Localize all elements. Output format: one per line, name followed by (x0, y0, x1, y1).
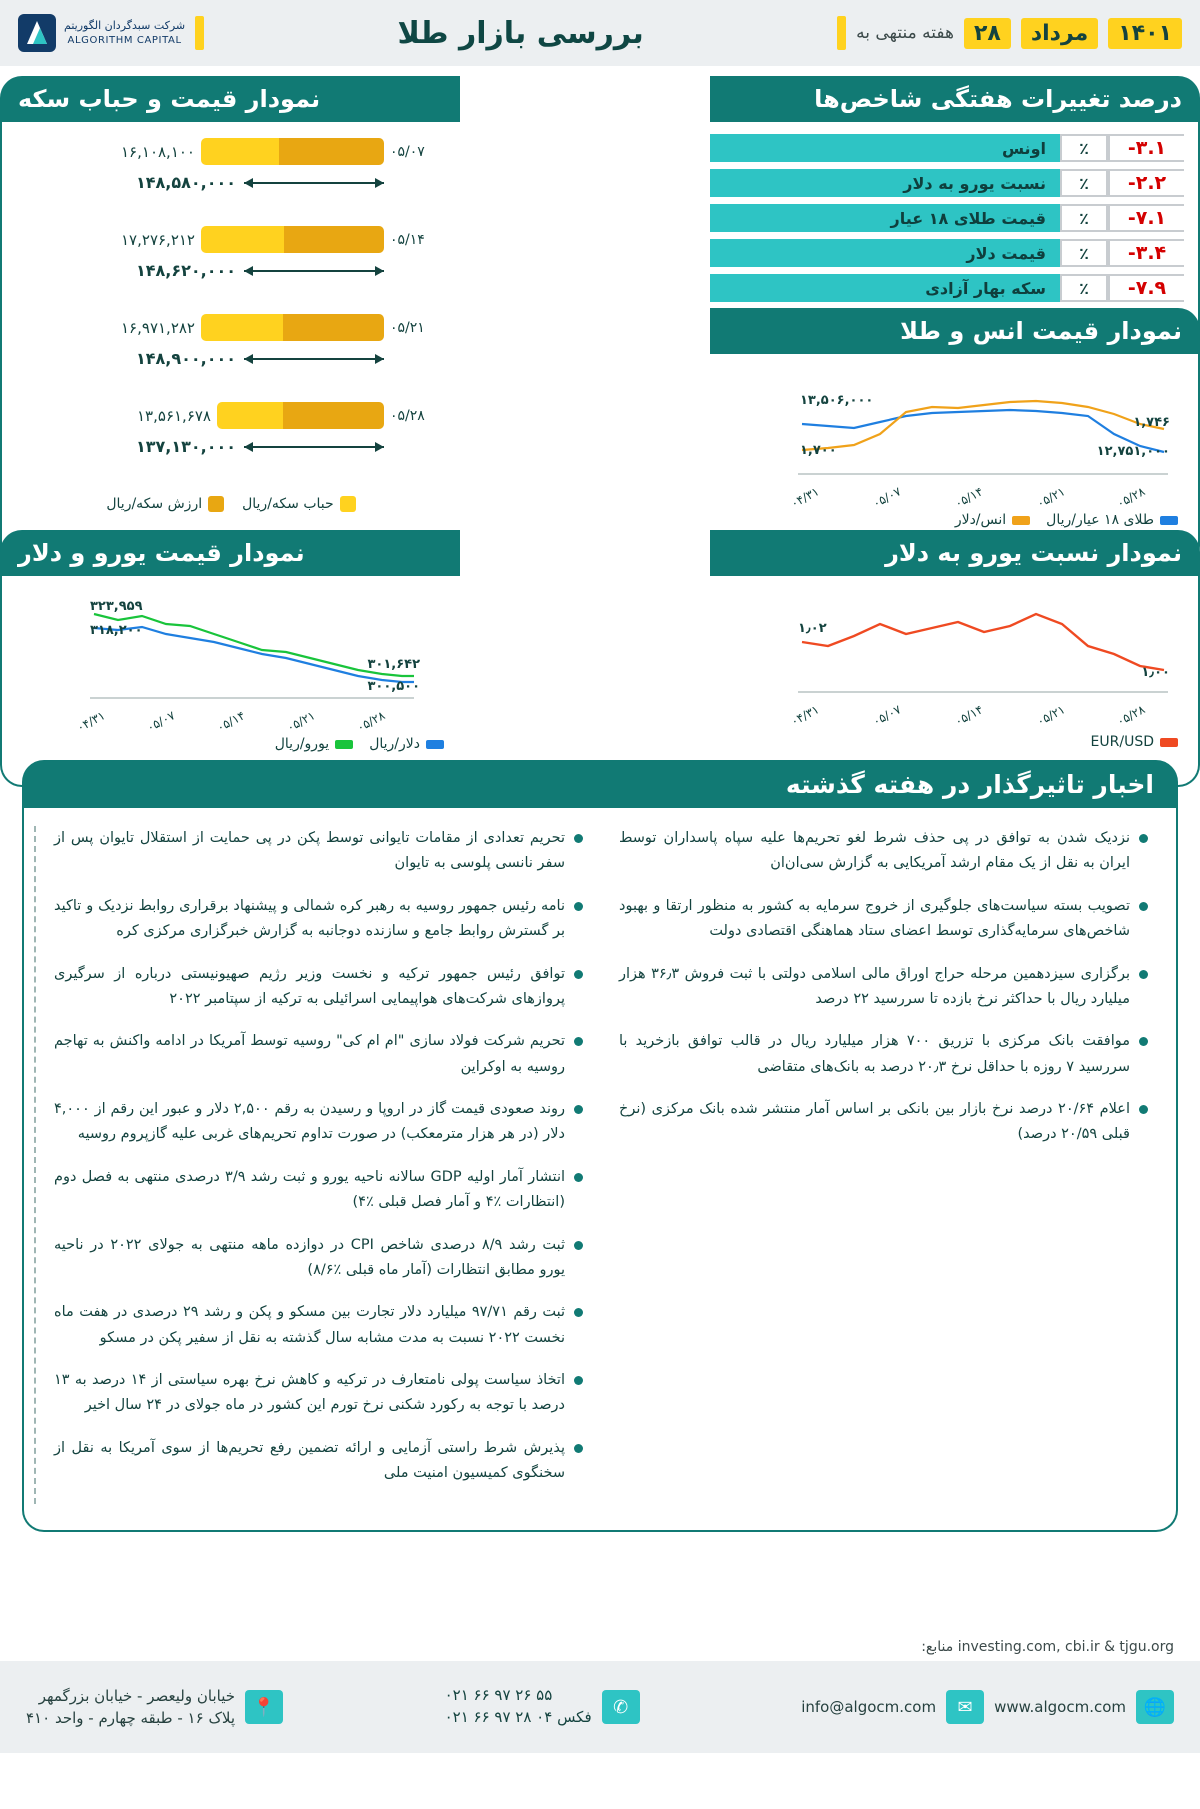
list-item (54, 1300, 583, 1351)
news-text: پذیرش شرط راستی آزمایی و ارائه تضمین رفع تحریم‌ها از سوی آمریکا به نقل از سخنگوی کمیسیون امنیت ملی (54, 1439, 565, 1482)
coin-row (16, 402, 446, 484)
bullet-icon (1139, 970, 1148, 979)
list-item (619, 1097, 1148, 1148)
eurusd-panel-body (710, 576, 1200, 787)
coin-total-value: ۱۴۸,۵۸۰,۰۰۰ (135, 173, 236, 192)
euro-chart-svg (10, 584, 454, 736)
list-item (54, 826, 583, 877)
index-name: سکه بهار آزادی (710, 274, 1060, 302)
news-text: توافق رئیس جمهور ترکیه و نخست وزیر رژیم صهیونیستی درباره از سرگیری پروازهای شرکت‌های هواپیمایی اسرائیلی به ترکیه از سپتامبر ۲۰۲۲ (54, 965, 565, 1007)
bullet-icon (574, 1241, 583, 1250)
coin-row (16, 314, 446, 396)
list-item (54, 1436, 583, 1487)
news-panel (0, 760, 1200, 1532)
index-percent-symbol: ٪ (1060, 274, 1108, 302)
coin-bubble-bar (201, 314, 283, 341)
legend-item-dollar (369, 736, 444, 752)
coin-chart-panel (0, 76, 460, 580)
coin-bubble-bar (201, 226, 284, 253)
list-item (54, 894, 583, 945)
coin-row (16, 138, 446, 220)
address-line1: خیابان ولیعصر - خیابان بزرگمهر (38, 1686, 235, 1705)
svg-text:۰۴/۳۱: ۰۴/۳۱ (788, 484, 822, 511)
coin-row-date: ۰۵/۱۴ (390, 231, 425, 248)
ounce-chart-legend (716, 512, 1188, 528)
list-item (54, 1097, 583, 1148)
logo-line2: ALGORITHM CAPITAL (67, 34, 182, 46)
coin-row (16, 226, 446, 308)
bullet-icon (574, 1105, 583, 1114)
bullet-icon (574, 902, 583, 911)
eurusd-panel-title: نمودار نسبت یورو به دلار (710, 530, 1200, 576)
accent-bar-icon-2 (195, 16, 204, 50)
list-item (54, 1029, 583, 1080)
page-title: بررسی بازار طلا (397, 15, 644, 51)
page-header (0, 0, 1200, 66)
svg-text:۰۵/۲۸: ۰۵/۲۸ (1114, 702, 1148, 729)
bullet-icon (1139, 902, 1148, 911)
address (26, 1685, 235, 1730)
logo-line1: شرکت سبدگردان الگوریتم (64, 18, 186, 32)
news-text: نزدیک شدن به توافق در پی حذف شرط لغو تحریم‌ها علیه سپاه پاسداران توسط ایران به نقل از یک مقام ارشد آمریکایی به گزارش سی‌ان‌ان (619, 830, 1130, 872)
euro-panel-title: نمودار قیمت یورو و دلار (0, 530, 460, 576)
coin-range-arrow-icon (244, 266, 384, 276)
news-text: انتشار آمار اولیه GDP سالانه ناحیه یورو و ثبت رشد ۳/۹ درصدی منتهی به فصل دوم (انتظارات ٪۴ و آمار فصل قبلی ٪۴) (54, 1168, 566, 1211)
index-name: اونس (710, 134, 1060, 162)
index-row (710, 134, 1184, 162)
svg-text:۳۰۰,۵۰۰: ۳۰۰,۵۰۰ (367, 679, 420, 694)
index-panel-title: درصد تغییرات هفتگی شاخص‌ها (710, 76, 1200, 122)
coin-bubble-bar (201, 138, 279, 165)
phone-primary: ۰۲۱ ۶۶ ۹۷ ۲۶ ۵۵ (444, 1686, 553, 1705)
email-address[interactable]: info@algocm.com (801, 1698, 937, 1716)
svg-text:۳۱۸,۲۰۰: ۳۱۸,۲۰۰ (90, 623, 143, 638)
index-change-value: -۷.۱ (1108, 204, 1184, 232)
news-text: روند صعودی قیمت گاز در اروپا و رسیدن به رقم ۲,۵۰۰ دلار و عبور این رقم از ۴,۰۰۰ دلار (در هر هزار مترمعکب) در صورت تداوم تحریم‌های غربی علیه گازپروم روسیه (54, 1101, 565, 1143)
index-name: نسبت یورو به دلار (710, 169, 1060, 197)
coin-total-value: ۱۳۷,۱۳۰,۰۰۰ (135, 437, 236, 456)
coin-value-bar (284, 226, 384, 253)
coin-chart-legend (16, 496, 446, 512)
bullet-icon (574, 1037, 583, 1046)
bullet-icon (1139, 1105, 1148, 1114)
coin-bubble-bar (217, 402, 283, 429)
legend-item-bubble (242, 496, 356, 512)
index-change-value: -۳.۴ (1108, 239, 1184, 267)
legend-item-value (106, 496, 224, 512)
legend-swatch-icon (426, 740, 444, 749)
index-name: قیمت دلار (710, 239, 1060, 267)
list-item (54, 1165, 583, 1216)
svg-text:۱٫۰۲: ۱٫۰۲ (798, 621, 827, 636)
svg-text:۰۵/۲۸: ۰۵/۲۸ (354, 708, 388, 735)
ounce-gold-chart-panel (710, 308, 1200, 568)
coin-total-value: ۱۴۸,۶۲۰,۰۰۰ (135, 261, 236, 280)
news-panel-body (22, 808, 1178, 1532)
legend-label: یورو/ریال (274, 736, 330, 752)
svg-text:۰۵/۱۴: ۰۵/۱۴ (952, 702, 986, 729)
logo-mark-icon (18, 14, 56, 52)
list-item (619, 894, 1148, 945)
legend-item-eurusd (1091, 734, 1178, 750)
coin-total-value: ۱۴۸,۹۰۰,۰۰۰ (135, 349, 236, 368)
legend-item-gold (1046, 512, 1178, 528)
legend-label: ارزش سکه/ریال (106, 496, 203, 512)
list-item (619, 826, 1148, 877)
footer-web-group[interactable] (801, 1690, 1174, 1724)
euro-chart (12, 584, 454, 779)
svg-text:۰۵/۱۴: ۰۵/۱۴ (214, 708, 248, 735)
bullet-icon (574, 1444, 583, 1453)
coin-panel-title: نمودار قیمت و حباب سکه (0, 76, 460, 122)
list-item (54, 1233, 583, 1284)
news-text: اتخاذ سیاست پولی نامتعارف در ترکیه و کاهش نرخ بهره سیاستی از ۱۴ درصد به ۱۳ درصد با توجه به رکورد شکنی نرخ تورم این کشور در ماه جولای در ۲۴ سال اخیر (54, 1372, 565, 1414)
sources-line (26, 1639, 1174, 1655)
website-url[interactable]: www.algocm.com (994, 1698, 1126, 1716)
bullet-icon (574, 1173, 583, 1182)
legend-swatch-icon (1012, 516, 1030, 525)
globe-icon: 🌐 (1136, 1690, 1174, 1724)
news-panel-title: اخبار تاثیرگذار در هفته گذشته (22, 760, 1178, 808)
svg-text:۰۵/۱۴: ۰۵/۱۴ (952, 484, 986, 511)
bullet-icon (574, 1308, 583, 1317)
coin-panel-body (0, 122, 460, 580)
svg-text:۳۰۱,۶۴۲: ۳۰۱,۶۴۲ (367, 657, 420, 672)
index-percent-symbol: ٪ (1060, 169, 1108, 197)
index-percent-symbol: ٪ (1060, 134, 1108, 162)
legend-swatch-icon (1160, 516, 1178, 525)
svg-text:۱۲,۷۵۱,۰۰۰: ۱۲,۷۵۱,۰۰۰ (1096, 444, 1170, 459)
legend-label: حباب سکه/ریال (242, 496, 334, 512)
sources-value: investing.com, cbi.ir & tjgu.org (957, 1639, 1174, 1655)
header-subtitle: هفته منتهی به (856, 23, 954, 43)
index-name: قیمت طلای ۱۸ عیار (710, 204, 1060, 232)
phone-icon: ✆ (602, 1690, 640, 1724)
news-text: برگزاری سیزدهمین مرحله حراج اوراق مالی اسلامی دولتی با ثبت فروش ۳۶٫۳ هزار میلیارد ریال با حداکثر نرخ بازده تا سررسید ۲۲ درصد (619, 965, 1130, 1007)
header-day: ۲۸ (964, 18, 1011, 49)
news-text: تحریم تعدادی از مقامات تایوانی توسط پکن در پی حمایت از استقلال تایوان پس از سفر نانسی پلوسی به تایوان (54, 830, 565, 872)
legend-item-ounce (955, 512, 1030, 528)
news-text: موافقت بانک مرکزی با تزریق ۷۰۰ هزار میلیارد ریال در قالب توافق بازخرید با سررسید ۷ روزه با حداقل نرخ ۲۰٫۳ درصد به بانک‌های متقاضی (619, 1033, 1130, 1075)
index-row (710, 169, 1184, 197)
footer-address-group (26, 1685, 283, 1730)
ounce-chart-svg (712, 362, 1188, 512)
coin-bubble-amount: ۱۷,۲۷۶,۲۱۲ (121, 230, 195, 249)
coin-row-date: ۰۵/۰۷ (390, 143, 425, 160)
address-line2: پلاک ۱۶ - طبقه چهارم - واحد ۴۱۰ (26, 1709, 235, 1727)
coin-row-date: ۰۵/۲۱ (390, 319, 425, 336)
bullet-icon (574, 1376, 583, 1385)
news-text: ثبت رقم ۹۷/۷۱ میلیارد دلار تجارت بین مسکو و پکن و رشد ۲۹ درصدی در هفت ماه نخست ۲۰۲۲ نسبت به مدت مشابه سال گذشته به نقل از سفیر پکن در مسکو (54, 1304, 565, 1346)
eurusd-chart-svg (712, 584, 1188, 734)
legend-label: EUR/USD (1090, 734, 1154, 750)
sources-label: منابع: (921, 1639, 954, 1655)
phone-numbers (445, 1685, 592, 1729)
footer-phone-group (445, 1685, 640, 1729)
bullet-icon (574, 834, 583, 843)
list-item (619, 1029, 1148, 1080)
index-change-value: -۲.۲ (1108, 169, 1184, 197)
page-footer (0, 1661, 1200, 1753)
index-row (710, 204, 1184, 232)
svg-text:۰۵/۲۸: ۰۵/۲۸ (1114, 484, 1148, 511)
coin-value-bar (279, 138, 384, 165)
legend-swatch-icon (1160, 738, 1178, 747)
coin-range-arrow-icon (244, 354, 384, 364)
svg-text:۰۵/۰۷: ۰۵/۰۷ (870, 702, 904, 729)
legend-swatch-icon (208, 496, 224, 512)
index-percent-symbol: ٪ (1060, 239, 1108, 267)
svg-text:۰۴/۳۱: ۰۴/۳۱ (788, 702, 822, 729)
header-logo-group (18, 14, 204, 52)
eurusd-chart-legend (716, 734, 1188, 750)
mail-icon: ✉ (946, 1690, 984, 1724)
news-text: تصویب بسته سیاست‌های جلوگیری از خروج سرمایه به کشور به منظور ارتقا و بهبود شاخص‌های سرمایه‌گذاری توسط اعضای ستاد هماهنگی اقتصادی دولت (619, 897, 1130, 940)
svg-text:۰۴/۳۱: ۰۴/۳۱ (74, 708, 108, 735)
svg-text:۰۵/۰۷: ۰۵/۰۷ (870, 484, 904, 511)
news-text: ثبت رشد ۸/۹ درصدی شاخص CPI در دوازده ماهه منتهی به جولای ۲۰۲۲ در ناحیه یورو مطابق انتظارات (آمار ماه قبلی ٪۸/۶) (54, 1236, 566, 1278)
svg-text:۳۲۳,۹۵۹: ۳۲۳,۹۵۹ (90, 599, 143, 614)
bullet-icon (574, 970, 583, 979)
ounce-panel-title: نمودار قیمت انس و طلا (710, 308, 1200, 354)
coin-bubble-amount: ۱۶,۹۷۱,۲۸۲ (121, 318, 195, 337)
news-column-right (34, 826, 601, 1504)
eurusd-chart (716, 584, 1188, 779)
euro-chart-legend (12, 736, 454, 752)
svg-text:۱,۷۰۰: ۱,۷۰۰ (800, 443, 837, 458)
bullet-icon (1139, 1037, 1148, 1046)
coin-value-bar (283, 314, 384, 341)
coin-range-arrow-icon (244, 442, 384, 452)
svg-text:۰۵/۲۱: ۰۵/۲۱ (1034, 484, 1068, 511)
index-percent-symbol: ٪ (1060, 204, 1108, 232)
svg-text:۰۵/۰۷: ۰۵/۰۷ (144, 708, 178, 735)
legend-label: طلای ۱۸ عیار/ریال (1046, 512, 1154, 528)
index-change-value: -۳.۱ (1108, 134, 1184, 162)
legend-swatch-icon (335, 740, 353, 749)
list-item (54, 962, 583, 1013)
company-logo (18, 14, 185, 52)
coin-value-bar (283, 402, 384, 429)
svg-text:۱٫۰۰: ۱٫۰۰ (1141, 665, 1170, 680)
coin-bubble-amount: ۱۳,۵۶۱,۶۷۸ (137, 406, 211, 425)
coin-bubble-amount: ۱۶,۱۰۸,۱۰۰ (121, 142, 195, 161)
coin-row-date: ۰۵/۲۸ (390, 407, 425, 424)
coin-range-arrow-icon (244, 178, 384, 188)
location-pin-icon: 📍 (245, 1690, 283, 1724)
legend-label: انس/دلار (954, 512, 1007, 528)
legend-swatch-icon (340, 496, 356, 512)
eurusd-chart-panel (710, 530, 1200, 787)
index-change-value: -۷.۹ (1108, 274, 1184, 302)
legend-item-euro (275, 736, 353, 752)
fax-label: فکس (557, 1708, 592, 1726)
news-text: اعلام ۲۰/۶۴ درصد نرخ بازار بین بانکی بر اساس آمار منتشر شده بانک مرکزی (نرخ قبلی ۲۰/۵۹ درصد) (619, 1101, 1130, 1143)
index-row (710, 239, 1184, 267)
svg-text:۰۵/۲۱: ۰۵/۲۱ (1034, 702, 1068, 729)
euro-dollar-chart-panel (0, 530, 460, 787)
accent-bar-icon (837, 16, 846, 50)
euro-panel-body (0, 576, 460, 787)
list-item (54, 1368, 583, 1419)
header-year: ۱۴۰۱ (1108, 18, 1182, 49)
legend-label: دلار/ریال (369, 736, 420, 752)
svg-text:۱,۷۴۶: ۱,۷۴۶ (1133, 415, 1170, 430)
list-item (619, 962, 1148, 1013)
news-text: تحریم شرکت فولاد سازی "ام ام کی" روسیه توسط آمریکا در ادامه واکنش به تهاجم روسیه به اوکراین (54, 1033, 565, 1075)
phone-fax: ۰۲۱ ۶۶ ۹۷ ۲۸ ۰۴ (444, 1708, 553, 1726)
svg-text:۱۳,۵۰۶,۰۰۰: ۱۳,۵۰۶,۰۰۰ (800, 393, 874, 408)
index-row (710, 274, 1184, 302)
bullet-icon (1139, 834, 1148, 843)
news-text: نامه رئیس جمهور روسیه به رهبر کره شمالی و پیشنهاد برقراری روابط نزدیک و تاکید بر گسترش روابط جامع و سازنده دوجانبه به گزارش خبرگزاری مرکزی کره (54, 897, 565, 940)
header-date-group (837, 16, 1182, 50)
news-column-left (601, 826, 1166, 1504)
header-month: مرداد (1021, 18, 1098, 49)
svg-text:۰۵/۲۱: ۰۵/۲۱ (284, 708, 318, 735)
